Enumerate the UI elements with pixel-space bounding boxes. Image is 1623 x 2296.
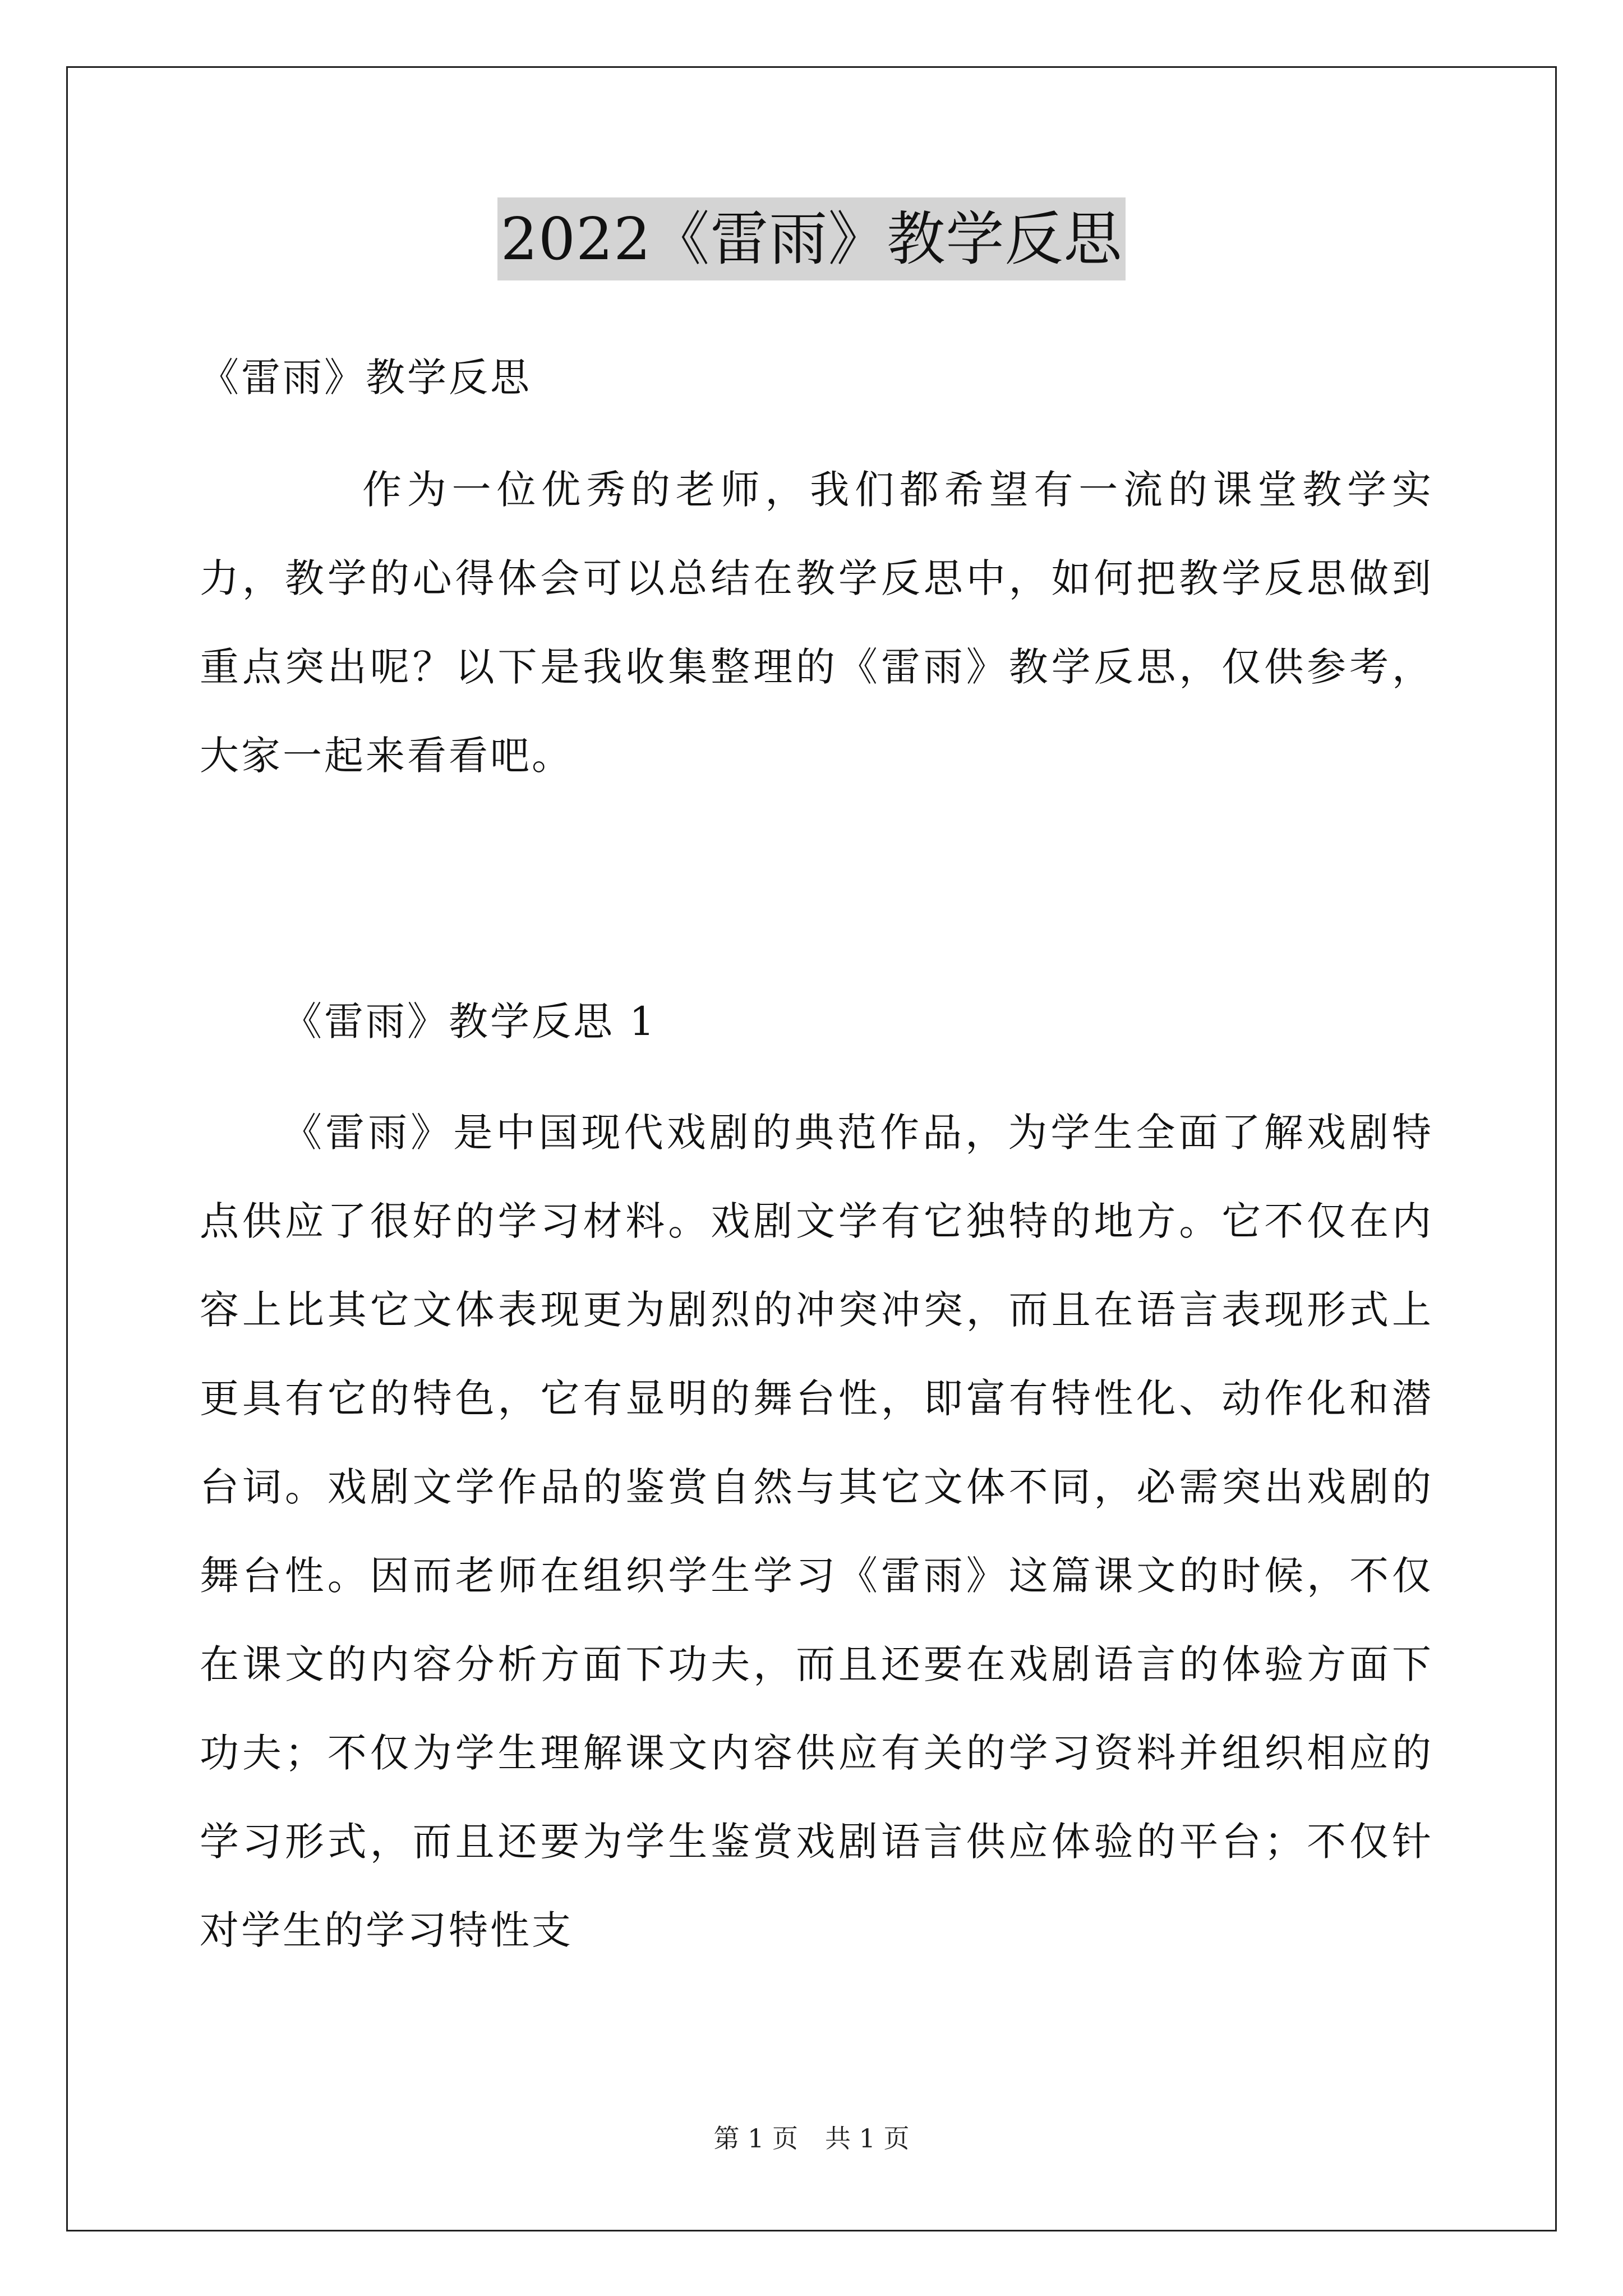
- section-paragraph: 《雷雨》是中国现代戏剧的典范作品，为学生全面了解戏剧特点供应了很好的学习材料。戏剧文学有它独特的地方。它不仅在内容上比其它文体表现更为剧烈的冲突冲突，而且在语言表现形式上更具有它的特色，它有显明的舞台性，即富有特性化、动作化和潜台词。戏剧文学作品的鉴赏自然与其它文体不同，必需突出戏剧的舞台性。因而老师在组织学生学习《雷雨》这篇课文的时候，不仅在课文的内容分析方面下功夫，而且还要在戏剧语言的体验方面下功夫；不仅为学生理解课文内容供应有关的学习资料并组织相应的学习形式，而且还要为学生鉴赏戏剧语言供应体验的平台；不仅针对学生的学习特性支: [200, 1110, 1433, 1953]
- document-title: 2022《雷雨》教学反思: [497, 197, 1126, 280]
- page-total: 共 1 页: [825, 2123, 910, 2154]
- section-heading: 《雷雨》教学反思 1: [283, 999, 657, 1045]
- page-footer: [0, 2122, 1623, 2155]
- page-number: 第 1 页: [713, 2123, 798, 2154]
- intro-paragraph: 作为一位优秀的老师，我们都希望有一流的课堂教学实力，教学的心得体会可以总结在教学反思中，如何把教学反思做到重点突出呢？以下是我收集整理的《雷雨》教学反思，仅供参考，大家一起来看看吧。: [200, 467, 1433, 779]
- document-subtitle: 《雷雨》教学反思: [200, 355, 532, 401]
- title-container: [0, 197, 1623, 280]
